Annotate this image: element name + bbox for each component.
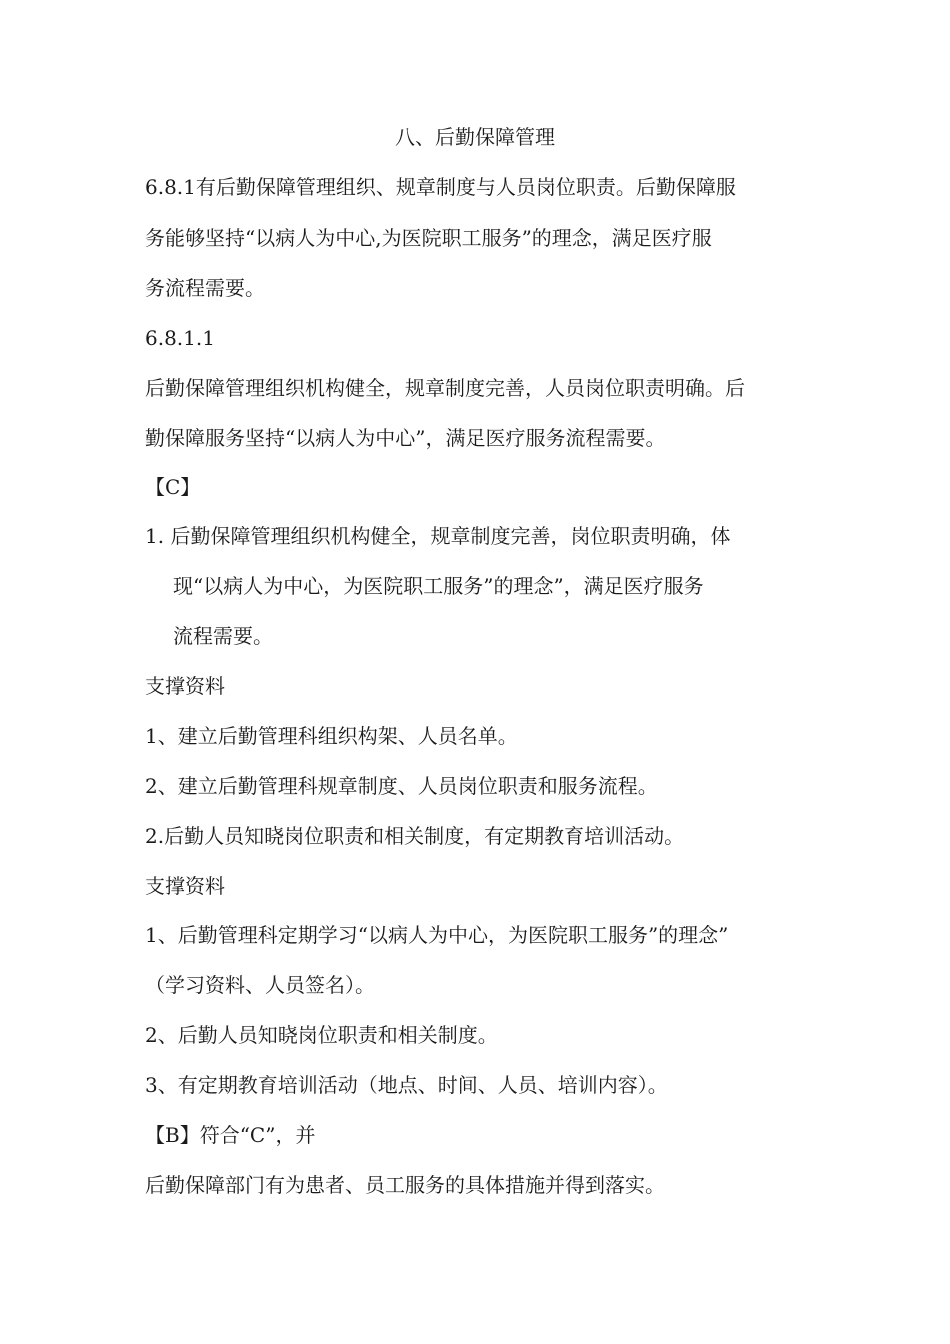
list-item: 2、后勤人员知晓岗位职责和相关制度。 bbox=[145, 1023, 498, 1047]
list-item: 1. 后勤保障管理组织机构健全，规章制度完善，岗位职责明确，体 bbox=[145, 524, 731, 548]
list-item: 1、建立后勤管理科组织构架、人员名单。 bbox=[145, 724, 518, 748]
paragraph-line: 务能够坚持“以病人为中心,为医院职工服务”的理念，满足医疗服 bbox=[145, 226, 712, 250]
grade-label-c: 【C】 bbox=[145, 475, 201, 499]
list-item-continuation: 流程需要。 bbox=[173, 624, 273, 648]
paragraph-line: 勤保障服务坚持“以病人为中心”，满足医疗服务流程需要。 bbox=[145, 426, 666, 450]
list-item-continuation: 现“以病人为中心，为医院职工服务”的理念”，满足医疗服务 bbox=[173, 574, 704, 598]
grade-label-b: 【B】符合“C”，并 bbox=[145, 1123, 316, 1147]
list-item: 2.后勤人员知晓岗位职责和相关制度，有定期教育培训活动。 bbox=[145, 824, 685, 848]
paragraph-line: 后勤保障管理组织机构健全，规章制度完善，人员岗位职责明确。后 bbox=[145, 376, 745, 400]
list-item-continuation: （学习资料、人员签名）。 bbox=[145, 973, 375, 997]
list-item: 3、有定期教育培训活动（地点、时间、人员、培训内容）。 bbox=[145, 1073, 668, 1097]
paragraph-line: 后勤保障部门有为患者、员工服务的具体措施并得到落实。 bbox=[145, 1173, 665, 1197]
paragraph-line: 务流程需要。 bbox=[145, 276, 265, 300]
paragraph-line: 6.8.1有后勤保障管理组织、规章制度与人员岗位职责。后勤保障服 bbox=[145, 175, 736, 199]
subheading: 支撑资料 bbox=[145, 874, 225, 898]
page-title: 八、后勤保障管理 bbox=[395, 125, 555, 149]
subheading: 支撑资料 bbox=[145, 674, 225, 698]
list-item: 1、后勤管理科定期学习“以病人为中心，为医院职工服务”的理念” bbox=[145, 923, 729, 947]
list-item: 2、建立后勤管理科规章制度、人员岗位职责和服务流程。 bbox=[145, 774, 658, 798]
section-number: 6.8.1.1 bbox=[145, 326, 215, 350]
